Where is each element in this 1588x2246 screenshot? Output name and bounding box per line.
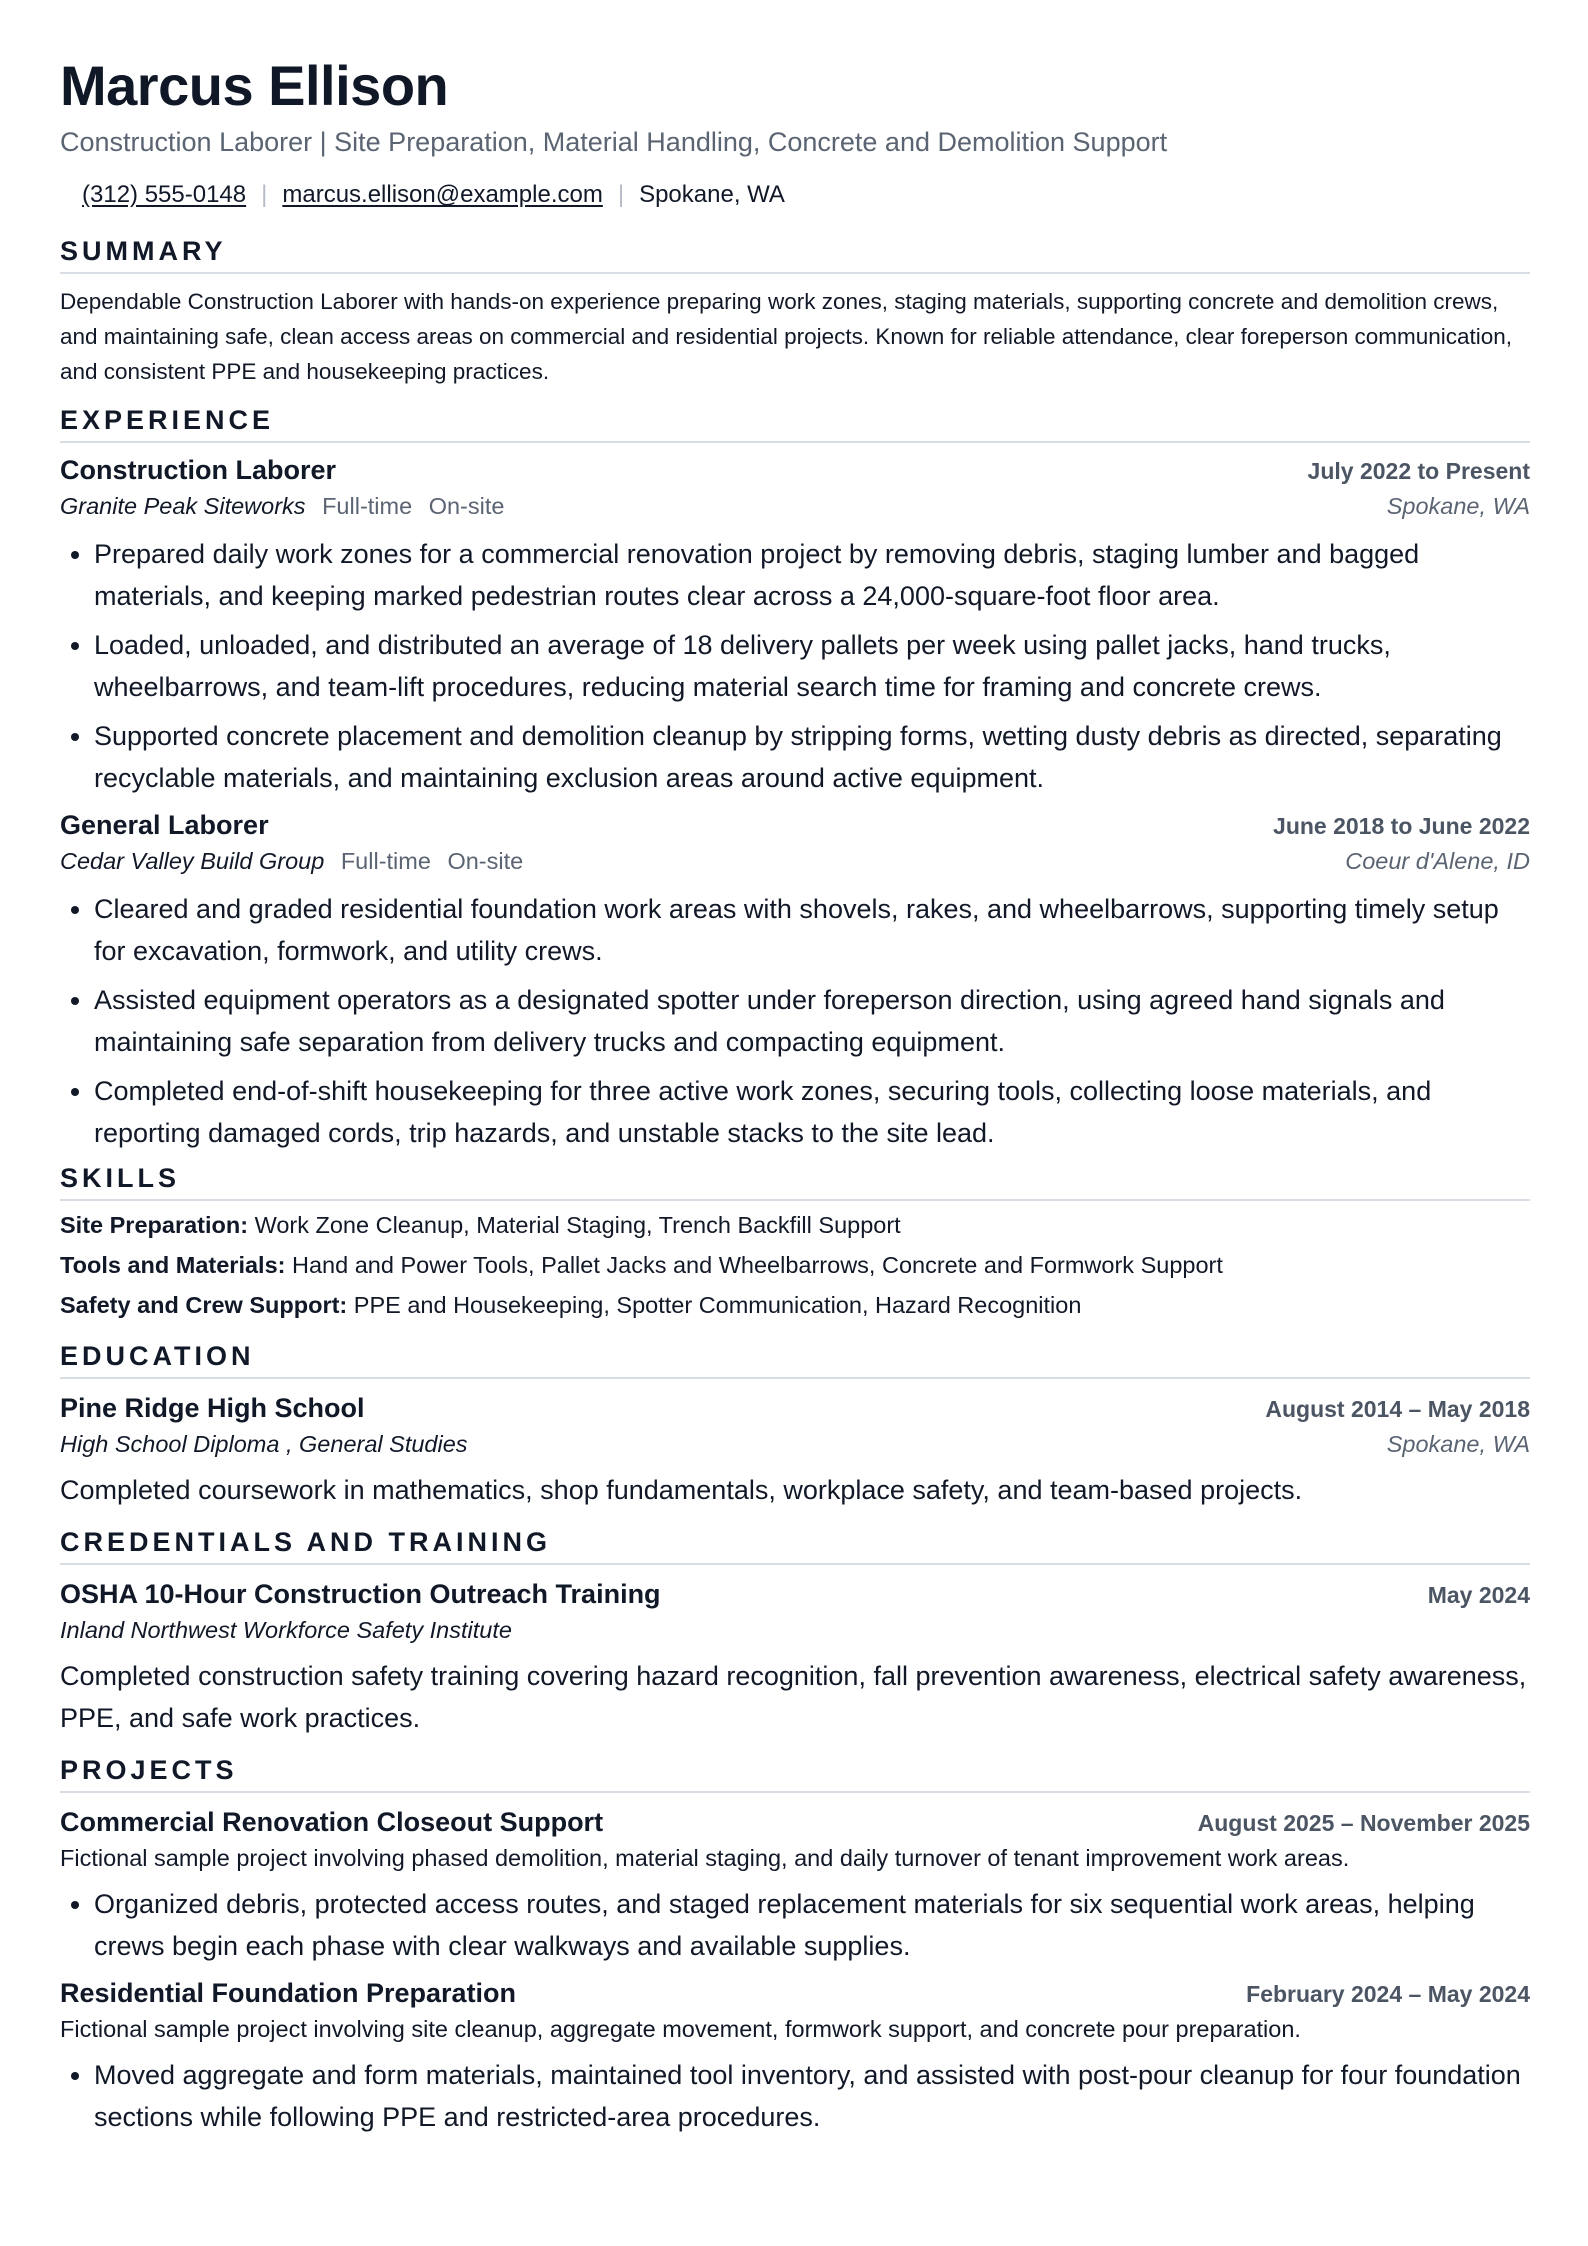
job-type: Full-time bbox=[322, 493, 413, 519]
job-company: Granite Peak Siteworks bbox=[60, 493, 306, 519]
job-title: Construction Laborer bbox=[60, 455, 337, 485]
job-bullets bbox=[60, 888, 1530, 1154]
project-bullets bbox=[60, 2054, 1530, 2138]
degree: High School Diploma , General Studies bbox=[60, 1431, 468, 1457]
education-entry bbox=[60, 1389, 1530, 1511]
resume-page bbox=[60, 52, 1530, 2145]
job-company: Cedar Valley Build Group bbox=[60, 848, 325, 874]
phone-link[interactable]: (312) 555-0148 bbox=[82, 181, 247, 208]
education-section bbox=[60, 1339, 1530, 1511]
section-title-credentials: CREDENTIALS AND TRAINING bbox=[60, 1525, 1530, 1565]
job-dates: July 2022 to Present bbox=[1307, 458, 1530, 484]
bullet-item: • Assisted equipment operators as a designated spotter under foreperson direction, using agreed hand signals and maintaining safe separation from delivery trucks and compacting equipment. bbox=[94, 979, 1530, 1063]
section-title-projects: PROJECTS bbox=[60, 1753, 1530, 1793]
education-location: Spokane, WA bbox=[1386, 1431, 1530, 1457]
bullet-item: • Organized debris, protected access routes, and staged replacement materials for six sequential work areas, helping crews begin each phase with clear walkways and available supplies. bbox=[94, 1883, 1530, 1967]
job-entry bbox=[60, 806, 1530, 1154]
skill-group bbox=[60, 1245, 1530, 1285]
education-dates: August 2014 – May 2018 bbox=[1265, 1396, 1530, 1422]
summary-section bbox=[60, 234, 1530, 389]
contact-separator: | bbox=[617, 181, 625, 208]
credential-date: May 2024 bbox=[1427, 1582, 1530, 1608]
email-link[interactable]: marcus.ellison@example.com bbox=[282, 181, 603, 208]
bullet-item: • Prepared daily work zones for a commercial renovation project by removing debris, staging lumber and bagged materials, and keeping marked pedestrian routes clear across a 24,000-square-foot floor area. bbox=[94, 533, 1530, 617]
credential-issuer: Inland Northwest Workforce Safety Institute bbox=[60, 1617, 512, 1643]
project-description: Fictional sample project involving phased demolition, material staging, and daily turnover of tenant improvement work areas. bbox=[60, 1845, 1350, 1871]
job-location: Spokane, WA bbox=[1386, 493, 1530, 519]
skill-group-label: Tools and Materials: bbox=[60, 1252, 286, 1278]
skill-group-items: Work Zone Cleanup, Material Staging, Trench Backfill Support bbox=[254, 1212, 901, 1238]
skills-section bbox=[60, 1161, 1530, 1325]
school-name: Pine Ridge High School bbox=[60, 1393, 365, 1423]
contact-line bbox=[82, 178, 1530, 212]
skill-group-label: Safety and Crew Support: bbox=[60, 1292, 348, 1318]
job-mode: On-site bbox=[428, 493, 505, 519]
skill-group bbox=[60, 1205, 1530, 1245]
bullet-item: • Completed end-of-shift housekeeping for three active work zones, securing tools, collecting loose materials, and reporting damaged cords, trip hazards, and unstable stacks to the site lead. bbox=[94, 1070, 1530, 1154]
project-bullets bbox=[60, 1883, 1530, 1967]
skill-group bbox=[60, 1285, 1530, 1325]
project-name: Commercial Renovation Closeout Support bbox=[60, 1807, 604, 1837]
job-type: Full-time bbox=[340, 848, 431, 874]
project-description: Fictional sample project involving site cleanup, aggregate movement, formwork support, and concrete pour preparation. bbox=[60, 2016, 1301, 2042]
credential-entry bbox=[60, 1575, 1530, 1739]
bullet-item: • Loaded, unloaded, and distributed an average of 18 delivery pallets per week using pallet jacks, hand trucks, wheelbarrows, and team-lift procedures, reducing material search time for framing and concrete crews. bbox=[94, 624, 1530, 708]
job-entry bbox=[60, 451, 1530, 799]
job-mode: On-site bbox=[447, 848, 524, 874]
job-title: General Laborer bbox=[60, 810, 269, 840]
section-title-education: EDUCATION bbox=[60, 1339, 1530, 1379]
education-description: Completed coursework in mathematics, shop fundamentals, workplace safety, and team-based projects. bbox=[60, 1475, 1303, 1505]
credentials-section bbox=[60, 1525, 1530, 1739]
bullet-item: • Supported concrete placement and demolition cleanup by stripping forms, wetting dusty debris as directed, separating recyclable materials, and maintaining exclusion areas around active equipment. bbox=[94, 715, 1530, 799]
contact-separator: | bbox=[261, 181, 268, 208]
contact-location: Spokane, WA bbox=[639, 181, 785, 208]
skill-group-label: Site Preparation: bbox=[60, 1212, 249, 1238]
project-entry bbox=[60, 1803, 1530, 1967]
job-dates: June 2018 to June 2022 bbox=[1273, 813, 1530, 839]
project-dates: August 2025 – November 2025 bbox=[1197, 1810, 1530, 1836]
credential-name: OSHA 10-Hour Construction Outreach Training bbox=[60, 1579, 661, 1609]
summary-text: Dependable Construction Laborer with hands-on experience preparing work zones, staging materials, supporting concrete and demolition crews, and maintaining safe, clean access areas on commercial and residential projects. Known for reliable attendance, clear foreperson communication, and consistent PPE and housekeeping practices. bbox=[60, 289, 1513, 384]
section-title-skills: SKILLS bbox=[60, 1161, 1530, 1201]
experience-section bbox=[60, 403, 1530, 1154]
candidate-name: Marcus Ellison bbox=[60, 54, 449, 117]
skill-group-items: PPE and Housekeeping, Spotter Communication, Hazard Recognition bbox=[353, 1292, 1082, 1318]
project-name: Residential Foundation Preparation bbox=[60, 1978, 517, 2008]
skill-group-items: Hand and Power Tools, Pallet Jacks and Wheelbarrows, Concrete and Formwork Support bbox=[292, 1252, 1223, 1278]
section-title-summary: SUMMARY bbox=[60, 234, 1530, 274]
job-bullets bbox=[60, 533, 1530, 799]
projects-section bbox=[60, 1753, 1530, 2138]
bullet-item: • Moved aggregate and form materials, maintained tool inventory, and assisted with post-pour cleanup for four foundation sections while following PPE and restricted-area procedures. bbox=[94, 2054, 1530, 2138]
bullet-item: • Cleared and graded residential foundation work areas with shovels, rakes, and wheelbarrows, supporting timely setup for excavation, formwork, and utility crews. bbox=[94, 888, 1530, 972]
headline: Construction Laborer | Site Preparation, Material Handling, Concrete and Demolition Support bbox=[60, 127, 1168, 157]
job-location: Coeur d'Alene, ID bbox=[1345, 848, 1530, 874]
project-entry bbox=[60, 1974, 1530, 2138]
credential-description: Completed construction safety training covering hazard recognition, fall prevention awareness, electrical safety awareness, PPE, and safe work practices. bbox=[60, 1661, 1527, 1733]
project-dates: February 2024 – May 2024 bbox=[1246, 1981, 1530, 2007]
section-title-experience: EXPERIENCE bbox=[60, 403, 1530, 443]
